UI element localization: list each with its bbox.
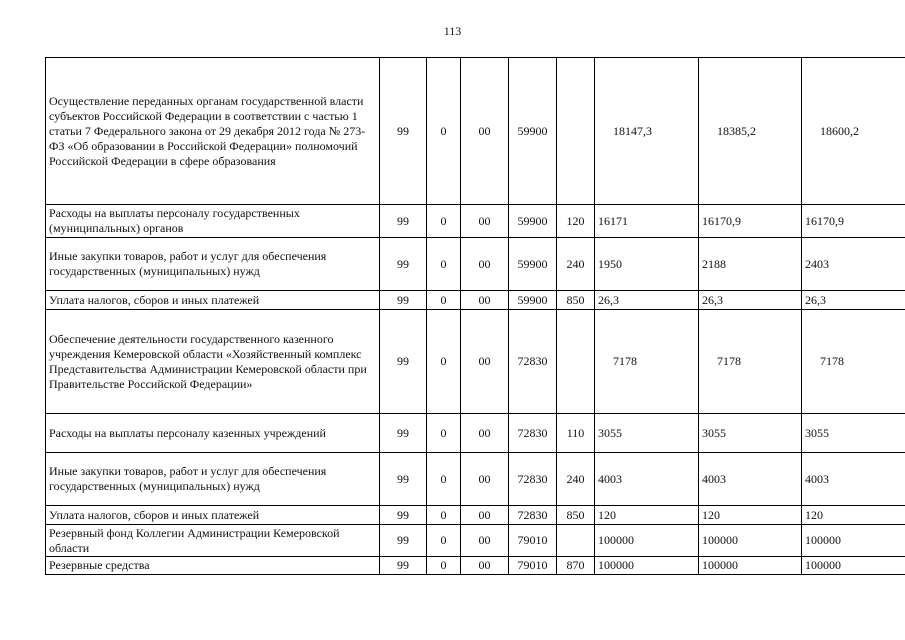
code-section: 99: [380, 58, 427, 205]
row-description: Обеспечение деятельности государственного казенного учреждения Кемеровской области «Хозяйственный комплекс Представительства Администрации Кемеровской области при Правительстве Российской Федерации»: [46, 310, 380, 414]
amount-year-2: 2188: [699, 238, 802, 291]
code-expense-type: 110: [557, 414, 595, 453]
table-row: [46, 205, 905, 238]
code-expense-type: [557, 58, 595, 205]
amount-year-1: 120: [595, 506, 699, 525]
amount-year-2: 26,3: [699, 291, 802, 310]
code-expense-type: [557, 525, 595, 557]
code-target: 59900: [509, 238, 557, 291]
amount-year-1: 7178: [595, 310, 699, 414]
row-description: Уплата налогов, сборов и иных платежей: [46, 291, 380, 310]
amount-year-3: 120: [802, 506, 905, 525]
code-expense-type: 850: [557, 506, 595, 525]
code-expense-type: 120: [557, 205, 595, 238]
amount-year-1: 26,3: [595, 291, 699, 310]
amount-year-1: 1950: [595, 238, 699, 291]
row-description: Осуществление переданных органам государственной власти субъектов Российской Федерации в соответствии с частью 1 статьи 7 Федерального закона от 29 декабря 2012 года № 273-ФЗ «Об образовании в Российской Федерации» полномочий Российской Федерации в сфере образования: [46, 58, 380, 205]
row-description: Иные закупки товаров, работ и услуг для обеспечения государственных (муниципальных) нужд: [46, 453, 380, 506]
amount-year-1: 16171: [595, 205, 699, 238]
table-row: [46, 453, 905, 506]
amount-year-3: 100000: [802, 557, 905, 575]
row-description: Уплата налогов, сборов и иных платежей: [46, 506, 380, 525]
code-subprogram: 00: [461, 238, 509, 291]
code-subprogram: 00: [461, 291, 509, 310]
amount-year-3: 2403: [802, 238, 905, 291]
code-target: 59900: [509, 58, 557, 205]
table-row: [46, 557, 905, 575]
amount-year-1: 3055: [595, 414, 699, 453]
row-description: Резервный фонд Коллегии Администрации Кемеровской области: [46, 525, 380, 557]
code-section: 99: [380, 453, 427, 506]
amount-year-3: 100000: [802, 525, 905, 557]
code-subsection: 0: [427, 525, 461, 557]
code-target: 72830: [509, 310, 557, 414]
table-row: [46, 291, 905, 310]
code-target: 72830: [509, 506, 557, 525]
code-expense-type: 850: [557, 291, 595, 310]
code-subprogram: 00: [461, 58, 509, 205]
code-section: 99: [380, 291, 427, 310]
page-number: 113: [443, 24, 462, 38]
code-section: 99: [380, 205, 427, 238]
code-target: 72830: [509, 453, 557, 506]
row-description: Расходы на выплаты персоналу государственных (муниципальных) органов: [46, 205, 380, 238]
code-subprogram: 00: [461, 525, 509, 557]
code-expense-type: [557, 310, 595, 414]
code-subprogram: 00: [461, 557, 509, 575]
table-row: [46, 238, 905, 291]
table-body: [46, 58, 905, 575]
code-subsection: 0: [427, 58, 461, 205]
amount-year-3: 26,3: [802, 291, 905, 310]
code-subsection: 0: [427, 310, 461, 414]
code-target: 59900: [509, 291, 557, 310]
code-section: 99: [380, 557, 427, 575]
table-row: [46, 525, 905, 557]
amount-year-2: 7178: [699, 310, 802, 414]
table-row: [46, 414, 905, 453]
code-subsection: 0: [427, 205, 461, 238]
code-subprogram: 00: [461, 506, 509, 525]
code-subsection: 0: [427, 291, 461, 310]
code-subprogram: 00: [461, 310, 509, 414]
code-target: 79010: [509, 525, 557, 557]
amount-year-2: 18385,2: [699, 58, 802, 205]
amount-year-1: 18147,3: [595, 58, 699, 205]
code-subprogram: 00: [461, 453, 509, 506]
code-target: 79010: [509, 557, 557, 575]
code-subsection: 0: [427, 453, 461, 506]
amount-year-2: 100000: [699, 557, 802, 575]
amount-year-2: 4003: [699, 453, 802, 506]
amount-year-2: 120: [699, 506, 802, 525]
amount-year-3: 16170,9: [802, 205, 905, 238]
code-subsection: 0: [427, 238, 461, 291]
amount-year-3: 3055: [802, 414, 905, 453]
code-subsection: 0: [427, 557, 461, 575]
code-subsection: 0: [427, 506, 461, 525]
code-subprogram: 00: [461, 205, 509, 238]
code-expense-type: 240: [557, 453, 595, 506]
code-subprogram: 00: [461, 414, 509, 453]
row-description: Резервные средства: [46, 557, 380, 575]
table-row: [46, 506, 905, 525]
amount-year-2: 16170,9: [699, 205, 802, 238]
amount-year-3: 18600,2: [802, 58, 905, 205]
code-expense-type: 870: [557, 557, 595, 575]
code-target: 59900: [509, 205, 557, 238]
table-row: [46, 310, 905, 414]
amount-year-3: 4003: [802, 453, 905, 506]
budget-table: [45, 57, 905, 575]
table-row: [46, 58, 905, 205]
amount-year-1: 4003: [595, 453, 699, 506]
row-description: Иные закупки товаров, работ и услуг для обеспечения государственных (муниципальных) нужд: [46, 238, 380, 291]
amount-year-2: 3055: [699, 414, 802, 453]
code-section: 99: [380, 414, 427, 453]
amount-year-3: 7178: [802, 310, 905, 414]
code-section: 99: [380, 525, 427, 557]
code-subsection: 0: [427, 414, 461, 453]
code-expense-type: 240: [557, 238, 595, 291]
code-section: 99: [380, 506, 427, 525]
code-section: 99: [380, 238, 427, 291]
amount-year-2: 100000: [699, 525, 802, 557]
code-target: 72830: [509, 414, 557, 453]
code-section: 99: [380, 310, 427, 414]
amount-year-1: 100000: [595, 525, 699, 557]
amount-year-1: 100000: [595, 557, 699, 575]
row-description: Расходы на выплаты персоналу казенных учреждений: [46, 414, 380, 453]
